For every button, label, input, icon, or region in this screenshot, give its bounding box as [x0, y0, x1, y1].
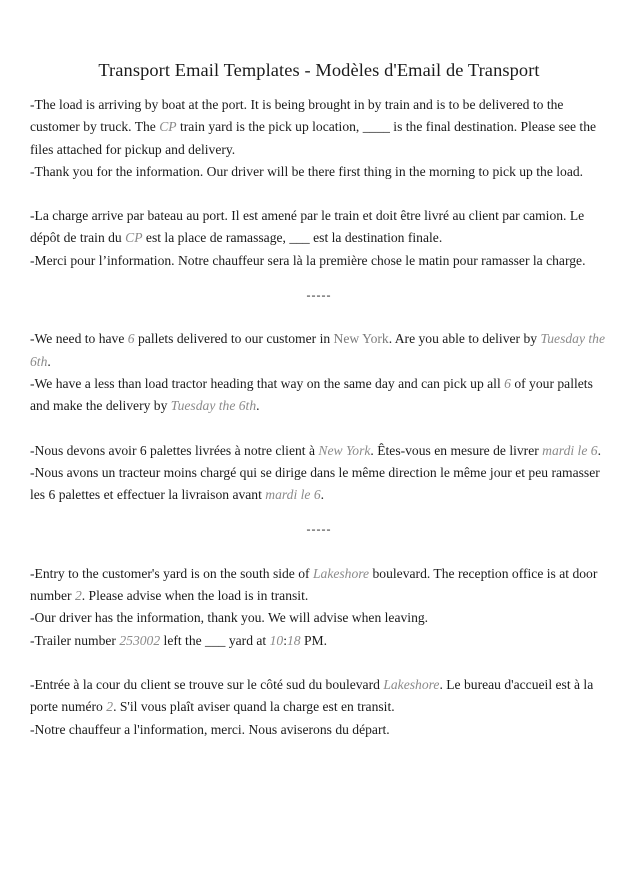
text: -Nous avons un tracteur moins chargé qui se dirige dans le même direction le même jour et peu ramasser les 6 palettes et effectuer la livraison avant [30, 464, 600, 503]
text: . Le bureau d'accueil est à la porte numéro [30, 676, 594, 715]
highlight-street: Lakeshore [383, 676, 440, 692]
text: -Entry to the customer's yard is on the south side of [30, 565, 313, 581]
text: . Are you able to deliver by [388, 331, 541, 347]
text: left the ___ yard at [160, 632, 270, 648]
highlight-city: New York [318, 442, 371, 458]
highlight-count: 6 [504, 375, 511, 391]
text: . [320, 487, 325, 503]
paragraph-pallets-reply-en [30, 373, 608, 418]
highlight-cp: CP [125, 230, 143, 246]
paragraph-trailer-en [30, 630, 608, 652]
paragraph-pallets-request-fr [30, 440, 608, 462]
text: est la place de ramassage, ___ est la destination finale. [142, 230, 443, 246]
paragraph-pallets-reply-fr [30, 462, 608, 507]
highlight-door: 2 [74, 588, 82, 604]
paragraph-thanks-fr: -Merci pour l’information. Notre chauffeur sera là la première chose le matin pour ramasser la charge. [30, 252, 586, 268]
text: -We need to have [30, 331, 128, 347]
highlight-day: Tuesday the 6th [170, 398, 257, 414]
highlight-day: mardi le 6 [265, 487, 321, 503]
highlight-city: New York [333, 331, 389, 347]
paragraph-load-arriving-fr [30, 205, 608, 250]
paragraph-load-arriving-en [30, 94, 608, 161]
paragraph-driver-info-en: -Our driver has the information, thank you. We will advise when leaving. [30, 610, 429, 626]
spacer [30, 183, 608, 205]
highlight-cp: CP [159, 119, 177, 135]
highlight-trailer: 253002 [119, 632, 161, 648]
text: boulevard. The reception office is at door number [30, 565, 598, 604]
text: . Please advise when the load is in transit. [81, 588, 309, 604]
highlight-day: mardi le 6 [542, 442, 598, 458]
text: . S'il vous plaît aviser quand la charge est en transit. [113, 699, 395, 715]
text: . [597, 442, 601, 458]
highlight-count: 6 [127, 331, 135, 347]
highlight-hour: 10 [269, 632, 284, 648]
text: . [47, 353, 51, 369]
paragraph-yard-entry-en [30, 563, 608, 608]
paragraph-yard-entry-fr [30, 674, 608, 719]
highlight-street: Lakeshore [312, 565, 370, 581]
spacer [30, 418, 608, 440]
text: -Nous devons avoir 6 palettes livrées à notre client à [30, 442, 319, 458]
document-title: Transport Email Templates - Modèles d'Email de Transport [98, 60, 540, 80]
highlight-day: Tuesday the 6th [30, 331, 606, 369]
text: of your pallets and make the delivery by [30, 375, 593, 414]
text: -We have a less than load tractor heading that way on the same day and can pick up all [30, 375, 505, 391]
spacer [30, 652, 608, 674]
text: PM. [300, 632, 328, 648]
text: -Entrée à la cour du client se trouve sur le côté sud du boulevard [30, 676, 384, 692]
section-separator: ----- [306, 288, 332, 303]
text: : [283, 632, 287, 648]
highlight-door: 2 [106, 699, 114, 715]
text: train yard is the pick up location, ____ is the final destination. Please see the files attached for pickup and delivery. [30, 119, 597, 157]
text: . [256, 398, 260, 414]
highlight-minute: 18 [286, 632, 301, 648]
paragraph-thanks-en: -Thank you for the information. Our driver will be there first thing in the morning to pick up the load. [30, 163, 584, 179]
text: pallets delivered to our customer in [134, 331, 334, 347]
text: . Êtes-vous en mesure de livrer [370, 442, 543, 458]
text: -Trailer number [30, 632, 120, 648]
section-separator: ----- [306, 522, 332, 537]
paragraph-driver-info-fr: -Notre chauffeur a l'information, merci. Nous aviserons du départ. [30, 721, 390, 737]
text: -The load is arriving by boat at the port. It is being brought in by train and is to be delivered to the customer by truck. The [30, 97, 564, 135]
text: -La charge arrive par bateau au port. Il est amené par le train et doit être livré au client par camion. Le dépôt de train du [30, 208, 585, 246]
paragraph-pallets-request-en [30, 328, 608, 373]
